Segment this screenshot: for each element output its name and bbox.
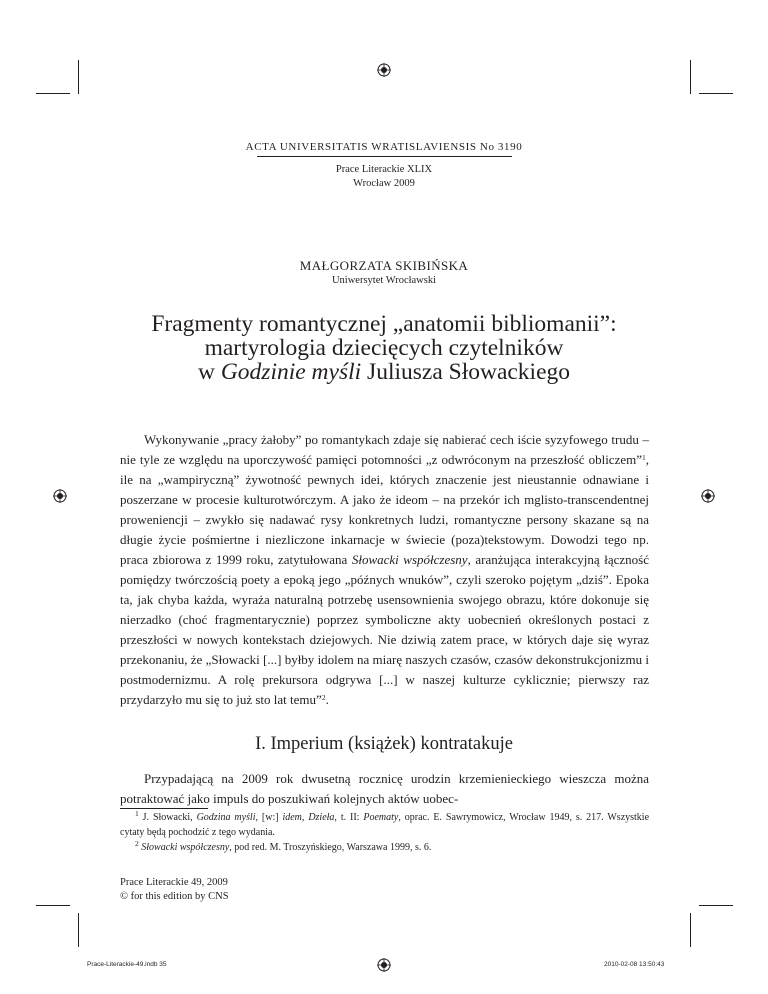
crop-mark-br-h bbox=[699, 905, 733, 906]
slug-timestamp: 2010-02-08 13:50:43 bbox=[604, 961, 665, 968]
title-line-1: Fragmenty romantycznej „anatomii bibliomanii”: bbox=[151, 311, 617, 337]
journal-place-year: Wrocław 2009 bbox=[353, 178, 415, 189]
crop-mark-bl-v bbox=[78, 913, 79, 947]
registration-mark-icon bbox=[377, 958, 391, 972]
footnote-2: $^2$ Słowacki współczesny, pod red. M. Troszyńskiego, Warszawa 1999, s. 6. bbox=[135, 839, 432, 853]
crop-mark-tr-v bbox=[690, 60, 691, 94]
crop-mark-br-v bbox=[690, 913, 691, 947]
crop-mark-tl-v bbox=[78, 60, 79, 94]
footnote-ref-1[interactable]: 1 bbox=[642, 453, 646, 462]
footnote-rule bbox=[120, 808, 208, 809]
section-heading: I. Imperium (książek) kontratakuje bbox=[255, 734, 513, 754]
body-paragraph-2: Przypadającą na 2009 rok dwusetną rocznicę urodzin krzemienieckiego wieszcza można potraktować jako impuls do poszukiwań kolejnych aktów uobec- bbox=[120, 771, 649, 806]
journal-name: Prace Literackie XLIX bbox=[335, 164, 433, 175]
crop-mark-tr-h bbox=[699, 93, 733, 94]
registration-mark-icon bbox=[377, 63, 391, 77]
footnote-1: $^1$ J. Słowacki, Godzina myśli, [w:] idem, Dzieła, t. II: Poematy, oprac. E. Sawrymowicz, Wrocław 1949, s. 217. Wszystkie cytaty będą pochodzić z tego wydania. bbox=[120, 809, 650, 838]
title-line-2: martyrologia dziecięcych czytelników bbox=[204, 335, 564, 361]
series-rule bbox=[257, 156, 512, 157]
author-name: MAŁGORZATA SKIBIŃSKA bbox=[299, 258, 469, 273]
registration-mark-icon bbox=[53, 489, 67, 503]
author-affiliation: Uniwersytet Wrocławski bbox=[331, 275, 437, 286]
footnote-ref-2[interactable]: 2 bbox=[321, 693, 326, 702]
imprint bbox=[120, 876, 229, 904]
article-title bbox=[0, 312, 768, 384]
imprint-line-1: Prace Literackie 49, 2009 bbox=[120, 877, 228, 888]
crop-mark-bl-h bbox=[36, 905, 70, 906]
series-title: ACTA UNIVERSITATIS WRATISLAVIENSIS No 3190 bbox=[245, 141, 523, 153]
imprint-line-2: © for this edition by CNS bbox=[120, 891, 229, 902]
slug-filename: Prace-Literackie-49.indb 35 bbox=[87, 961, 167, 968]
crop-mark-tl-h bbox=[36, 93, 70, 94]
body-paragraph-1: Wykonywanie „pracy żałoby” po romantykach zdaje się nabierać cech iście syzyfowego trudu – nie tyle ze względu na uporczywość pamięci potomności „z odwróconym na przeszłość obliczem”$^1$, ile na „wampiryczną” żywotność pewnych idei, których znaczenie jest nieustannie odnawiane i poszerzane w procesie kulturotwórczym. A jako że ideom – na przekór ich mglisto-transcendentnej proweniencji – zwykło się nadawać rysy konkretnych ludzi, romantyczne persony skazane są na długie życie pośmiertne i niezliczone inkarnacje w świecie (poza)tekstowym. Dowodzi tego np. praca zbiorowa z 1999 roku, zatytułowana Słowacki współczesny, aranżująca interakcyjną łączność pomiędzy twórczością poety a epoką jego „późnych wnuków”, czyli szeroko pojętym „dziś”. Epoka ta, jak chyba każda, wyraża naturalną potrzebę usensownienia swojego obrazu, które dokonuje się nierzadko (choć fragmentarycznie) poprzez symboliczne akty uobecnień określonych postaci z przeszłości w nowych kontekstach dziejowych. Nie dziwią zatem prace, w których daje się wyraz przekonaniu, że „Słowacki [...] byłby idolem na miarę naszych czasów, czasów dekonstrukcjonizmu i postmodernizmu. A rolę prekursora odgrywa [...] w naszej kulturze cyklicznie; pierwszy raz przydarzyło mu się to już sto lat temu”$^2$. bbox=[120, 432, 649, 707]
registration-mark-icon bbox=[701, 489, 715, 503]
title-line-3: w Godzinie myśli Juliusza Słowackiego bbox=[197, 359, 571, 385]
